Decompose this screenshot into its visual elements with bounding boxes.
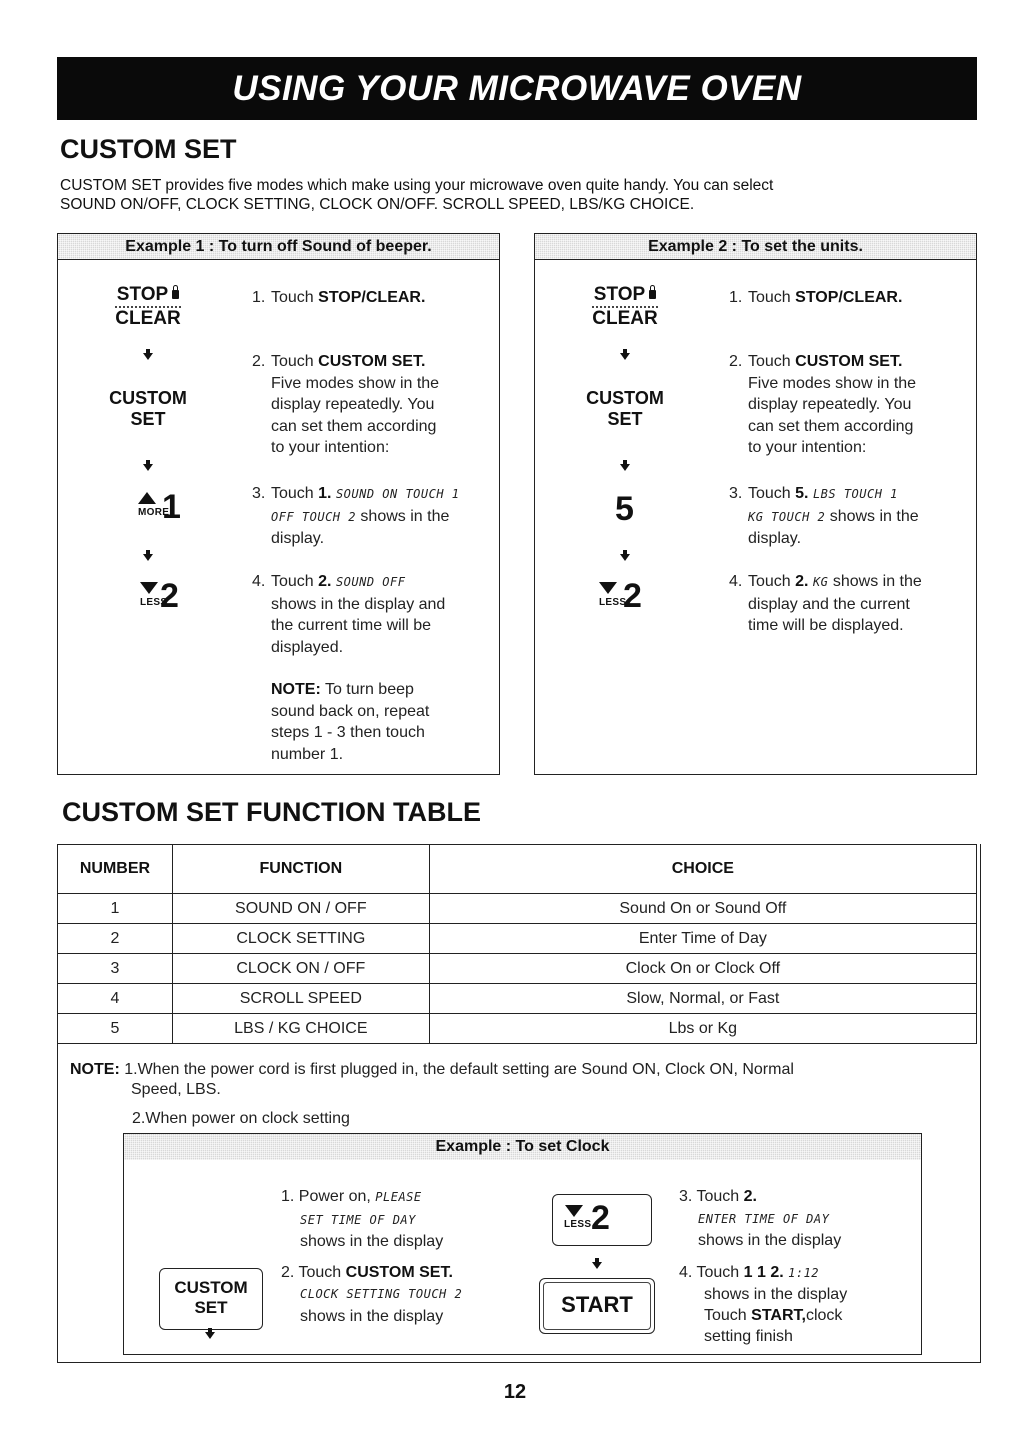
example-2-header: Example 2 : To set the units.	[535, 234, 976, 260]
step-text: Touch	[298, 1263, 346, 1281]
step-text: Touch	[271, 573, 319, 590]
clock-step-4	[679, 1262, 914, 1348]
step-line: shows in the display	[698, 1232, 842, 1249]
lock-icon	[172, 290, 179, 299]
step-line: can set them according	[271, 417, 437, 435]
display-readout: OFF TOUCH 2	[271, 509, 356, 524]
display-readout: 1:12	[788, 1265, 820, 1280]
set-key-label: SET	[194, 1298, 228, 1317]
table-header-row	[58, 845, 977, 894]
step-number: 3.	[679, 1188, 693, 1205]
step-text: Touch	[271, 289, 319, 306]
clock-example-header: Example : To set Clock	[124, 1134, 921, 1160]
table-cell: Sound On or Sound Off	[429, 894, 976, 924]
step-line: can set them according	[748, 417, 914, 435]
table-cell: 3	[58, 954, 173, 984]
example-1-steps	[252, 287, 492, 767]
stop-clear-key	[575, 284, 675, 330]
page-banner: USING YOUR MICROWAVE OVEN	[57, 57, 977, 120]
intro-line: SOUND ON/OFF, CLOCK SETTING, CLOCK ON/OFF. SCROLL SPEED, LBS/KG CHOICE.	[60, 196, 695, 213]
table-cell: Clock On or Clock Off	[429, 954, 976, 984]
less-arrow-icon	[599, 582, 617, 594]
stop-key-label: STOP	[116, 284, 169, 305]
step-line: the current time will be	[271, 617, 432, 634]
step-number: 1.	[729, 289, 743, 306]
arrow-down-icon	[143, 353, 153, 360]
arrow-down-icon	[620, 554, 630, 561]
table-cell: Slow, Normal, or Fast	[429, 984, 976, 1014]
start-keypad-button	[539, 1278, 655, 1334]
stop-clear-key	[98, 284, 198, 330]
display-readout: SOUND OFF	[335, 575, 406, 589]
table-row	[58, 924, 977, 954]
step-text: shows in the	[355, 507, 450, 525]
step-line: Five modes show in the	[748, 374, 917, 392]
step-number: 4.	[679, 1263, 693, 1281]
note-line: 1.When the power cord is first plugged in, the default setting are Sound ON, Clock ON, Normal	[124, 1061, 794, 1078]
step-key: CUSTOM SET.	[318, 353, 426, 370]
step-text: Touch	[748, 353, 796, 370]
note-line: number 1.	[271, 745, 344, 763]
section-heading-function-table: CUSTOM SET FUNCTION TABLE	[62, 797, 481, 827]
note-line: sound back on, repeat	[271, 702, 430, 720]
example-1-header: Example 1 : To turn off Sound of beeper.	[58, 234, 499, 260]
step-line: shows in the display and	[271, 595, 446, 613]
number-key-2: 2	[591, 1199, 610, 1237]
intro-line: CUSTOM SET provides five modes which make using your microwave oven quite handy. You can select	[60, 177, 774, 194]
set-key-label: SET	[607, 409, 643, 429]
table-cell: CLOCK SETTING	[172, 924, 429, 954]
step-text: Touch	[271, 353, 319, 370]
lock-icon	[649, 290, 656, 299]
custom-set-key	[98, 388, 198, 430]
number-key-5: 5	[615, 490, 634, 528]
step-line: display.	[271, 530, 325, 547]
step-key: CUSTOM SET.	[345, 1263, 453, 1281]
table-note	[70, 1060, 950, 1129]
note-label: NOTE:	[271, 681, 321, 698]
number-key-2: 2	[623, 577, 642, 615]
step-key: 2.	[795, 573, 809, 590]
table-cell: 2	[58, 924, 173, 954]
start-key-label: START	[561, 1292, 633, 1317]
table-row	[58, 894, 977, 924]
step-text: Touch	[748, 289, 796, 306]
stop-key-label: STOP	[593, 284, 646, 305]
less-arrow-icon	[140, 582, 158, 594]
step-key: 1.	[318, 485, 332, 502]
step-text: shows in the	[825, 507, 919, 525]
step-line: display.	[748, 530, 802, 547]
step-key: STOP/CLEAR.	[795, 289, 903, 306]
step-line: to your intention:	[748, 439, 867, 456]
display-readout: SET TIME OF DAY	[300, 1212, 416, 1227]
arrow-down-icon	[620, 464, 630, 471]
less-arrow-icon	[565, 1205, 583, 1217]
more-key-label: MORE	[138, 507, 170, 518]
clock-steps-right	[679, 1186, 914, 1347]
step-text: Touch	[696, 1188, 744, 1205]
step-number: 3.	[729, 485, 743, 502]
step-text: Touch	[704, 1307, 752, 1324]
step-key: 2.	[318, 573, 332, 590]
display-readout: PLEASE	[375, 1190, 422, 1204]
table-cell: 1	[58, 894, 173, 924]
step-line: shows in the display	[300, 1233, 444, 1250]
step-number: 1.	[252, 289, 266, 306]
table-cell: Lbs or Kg	[429, 1014, 976, 1044]
clock-step-1	[281, 1186, 521, 1253]
custom-set-key	[575, 388, 675, 430]
page-number: 12	[503, 1381, 527, 1403]
function-table	[57, 844, 977, 1044]
note-label: NOTE:	[70, 1061, 120, 1078]
section-heading-custom-set: CUSTOM SET	[60, 134, 237, 164]
clear-key-label: CLEAR	[115, 308, 181, 329]
note-line: steps 1 - 3 then touch	[271, 724, 425, 741]
step-text: Touch	[696, 1263, 744, 1281]
arrow-down-icon	[592, 1262, 602, 1269]
clock-step-2	[281, 1262, 521, 1328]
step-line: time will be displayed.	[748, 617, 904, 634]
step-line: display repeatedly. You	[271, 396, 435, 413]
column-header-choice: CHOICE	[429, 845, 976, 894]
display-readout: ENTER TIME OF DAY	[698, 1211, 830, 1226]
step-text: Touch	[271, 485, 319, 502]
table-row	[58, 1014, 977, 1044]
column-header-function: FUNCTION	[172, 845, 429, 894]
less-2-keypad-button	[552, 1194, 652, 1246]
display-readout: LBS TOUCH 1	[812, 487, 898, 501]
step-number: 3.	[252, 485, 266, 502]
table-cell: 5	[58, 1014, 173, 1044]
intro-paragraph	[60, 176, 960, 214]
custom-set-keypad-button	[159, 1268, 263, 1330]
custom-key-label: CUSTOM	[109, 388, 187, 408]
display-readout: SOUND ON TOUCH 1	[335, 487, 460, 501]
step-line: shows in the display	[704, 1286, 848, 1303]
table-cell: 4	[58, 984, 173, 1014]
clock-steps-left	[281, 1186, 521, 1327]
step-key: 2.	[743, 1188, 757, 1205]
step-key: 5.	[795, 485, 809, 502]
step-number: 2.	[729, 353, 743, 370]
more-arrow-icon	[138, 492, 156, 504]
note-line: To turn beep	[320, 681, 414, 698]
table-cell: SOUND ON / OFF	[172, 894, 429, 924]
custom-key-label: CUSTOM	[586, 388, 664, 408]
set-key-label: SET	[130, 409, 166, 429]
step-line: to your intention:	[271, 439, 390, 456]
example-1-box	[57, 233, 500, 775]
table-row	[58, 954, 977, 984]
less-key-label: LESS	[564, 1219, 592, 1230]
less-key-label: LESS	[599, 597, 627, 608]
table-cell: CLOCK ON / OFF	[172, 954, 429, 984]
example-2-steps	[729, 287, 969, 767]
step-line: display repeatedly. You	[748, 396, 912, 413]
arrow-down-icon	[143, 554, 153, 561]
step-text: clock	[805, 1307, 843, 1324]
step-text: Touch	[748, 573, 796, 590]
example-2-box	[534, 233, 977, 775]
clear-key-label: CLEAR	[592, 308, 658, 329]
column-header-number: NUMBER	[58, 845, 173, 894]
display-readout: CLOCK SETTING TOUCH 2	[300, 1287, 463, 1301]
table-row	[58, 984, 977, 1014]
step-number: 2.	[281, 1263, 295, 1281]
less-key-label: LESS	[140, 597, 168, 608]
step-key: 1 1 2.	[743, 1263, 784, 1281]
table-cell: LBS / KG CHOICE	[172, 1014, 429, 1044]
step-text: Touch	[748, 485, 796, 502]
table-cell: SCROLL SPEED	[172, 984, 429, 1014]
step-line: setting finish	[704, 1328, 793, 1345]
step-line: display and the current	[748, 595, 910, 613]
note-line: 2.When power on clock setting	[132, 1110, 350, 1127]
step-key: CUSTOM SET.	[795, 353, 903, 370]
clock-example-box	[123, 1133, 922, 1355]
arrow-down-icon	[620, 353, 630, 360]
step-number: 2.	[252, 353, 266, 370]
step-number: 4.	[252, 573, 266, 590]
step-line: Five modes show in the	[271, 374, 440, 392]
table-cell: Enter Time of Day	[429, 924, 976, 954]
step-line: displayed.	[271, 638, 344, 656]
step-number: 4.	[729, 573, 743, 590]
step-key: STOP/CLEAR.	[318, 289, 426, 306]
custom-key-label: CUSTOM	[174, 1278, 248, 1297]
step-key: START,	[751, 1307, 806, 1324]
step-text: shows in the	[828, 573, 922, 590]
clock-step-3	[679, 1186, 914, 1252]
step-line: shows in the display	[300, 1307, 444, 1325]
step-number: 1.	[281, 1188, 295, 1205]
note-line: Speed, LBS.	[131, 1081, 221, 1098]
example-1-note	[271, 679, 491, 765]
number-key-2: 2	[160, 577, 179, 615]
arrow-down-icon	[143, 464, 153, 471]
number-key-1: 1	[162, 488, 181, 526]
display-readout: KG	[812, 575, 829, 589]
step-text: Power on,	[298, 1188, 376, 1205]
display-readout: KG TOUCH 2	[748, 509, 826, 524]
arrow-down-icon	[205, 1332, 215, 1339]
